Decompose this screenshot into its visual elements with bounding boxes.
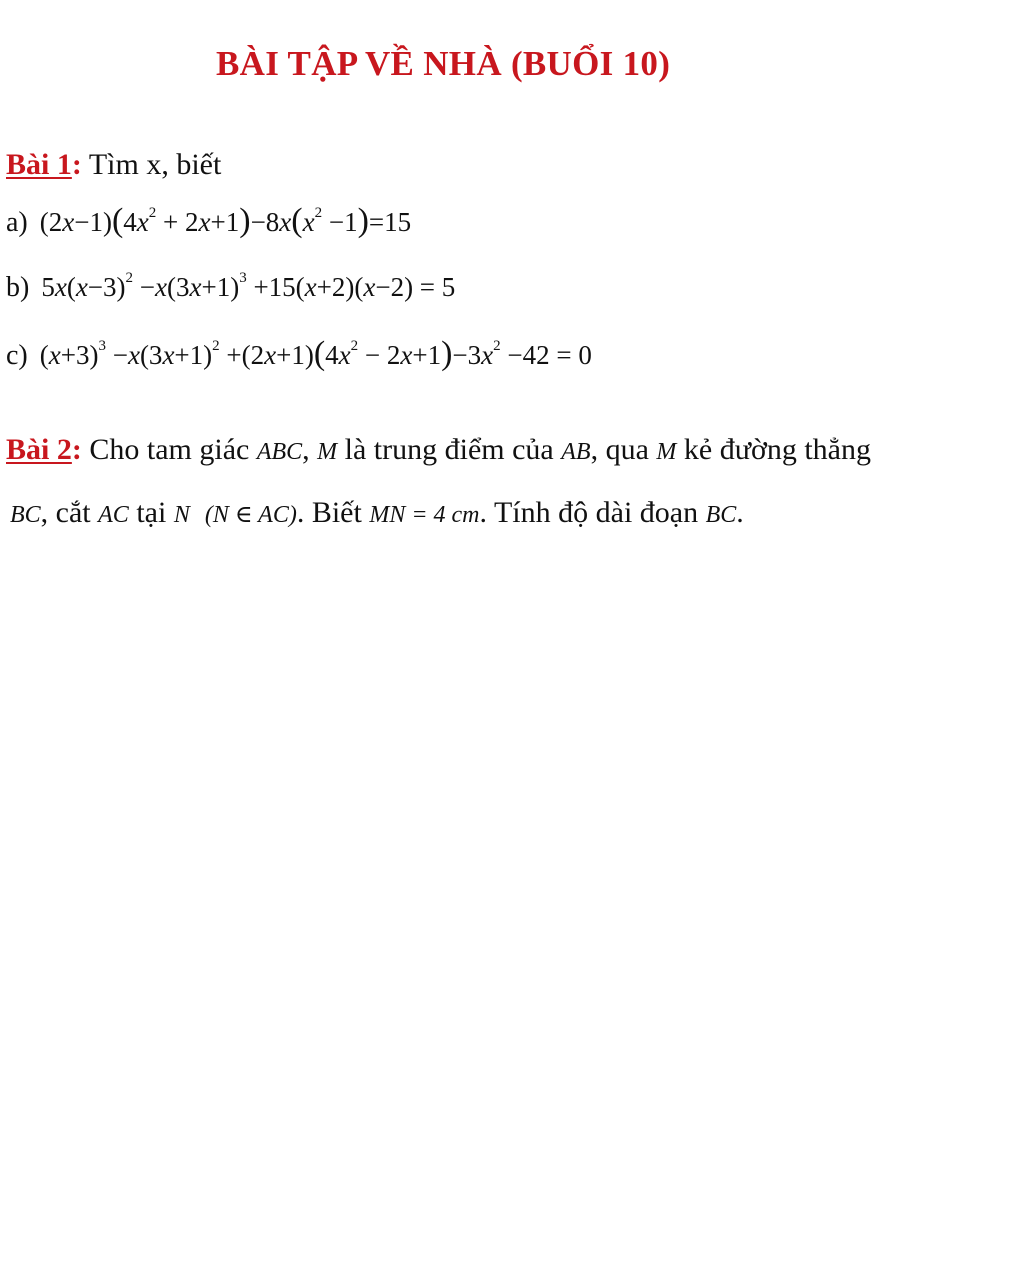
equation-b xyxy=(6,270,455,304)
equation-c-expression: $(x+3)^3 -x(3x+1)^2 +(2x+1)(4x^2 - 2x+1)-3x^2 -42 = 0$ xyxy=(39,335,592,372)
equation-c-prefix: c) xyxy=(6,340,28,371)
exercise-2-line-2: BC, cắt AC tại N (N ∈ AC). Biết MN = 4 cm. Tính độ dài đoạn BC. xyxy=(10,496,744,529)
exercise-1-label: Bài 1: xyxy=(6,148,82,181)
equation-b-prefix: b) xyxy=(6,272,30,303)
page-title: BÀI TẬP VỀ NHÀ (BUỔI 10) xyxy=(216,44,671,83)
exercise-1-instruction: Tìm x, biết xyxy=(81,148,222,181)
exercise-2-label: Bài 2: xyxy=(6,433,82,466)
exercise-1-heading xyxy=(6,148,221,182)
equation-c xyxy=(6,335,592,373)
exercise-2-line-1: Bài 2: Cho tam giác ABC, M là trung điểm của AB, qua M kẻ đường thẳng xyxy=(6,433,871,466)
condition: (N ∈ AC) xyxy=(204,502,297,528)
equation-a-prefix: a) xyxy=(6,207,28,238)
equation-b-expression: $5x(x-3)^2 -x(3x+1)^3 +15(x+2)(x-2) = 5$ xyxy=(41,270,456,302)
equation-a-expression: $(2x-1)(4x^2 + 2x+1)-8x(x^2 -1)=15$ xyxy=(39,202,412,239)
mn-value: MN = 4 cm xyxy=(369,502,480,528)
equation-a xyxy=(6,202,411,240)
